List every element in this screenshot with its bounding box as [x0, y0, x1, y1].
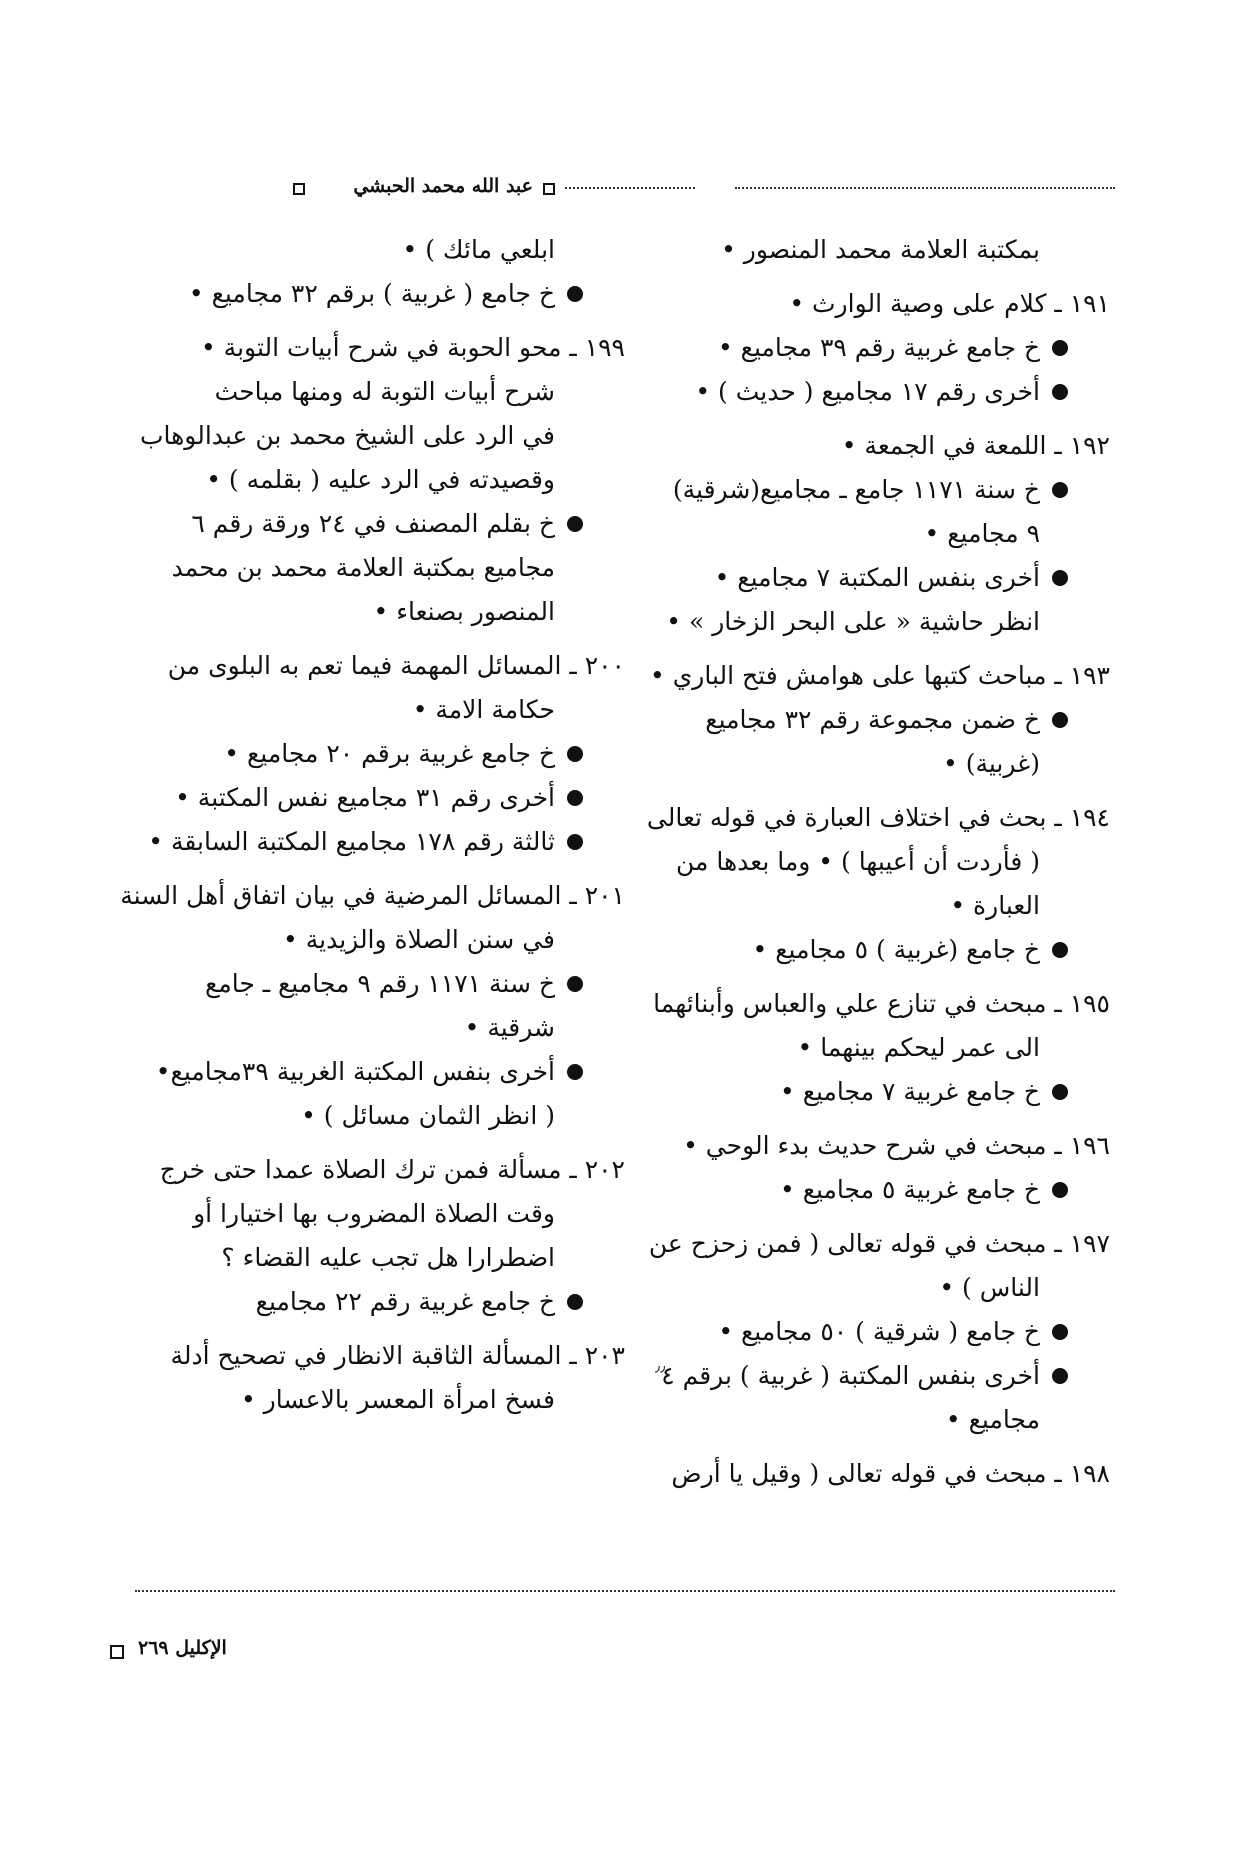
bullet-icon [1052, 482, 1068, 498]
header-dotted-rule-right [735, 187, 1115, 189]
page-number: ٢٦٩ [138, 1637, 169, 1659]
entry-title: المسائل المهمة فيما تعم به البلوى من [167, 651, 562, 680]
holding-line-cont: ٩ مجاميع • [924, 519, 1040, 548]
entry-number: ٢٠٢ [584, 1155, 625, 1184]
holding-text: خ جامع غربية ٧ مجاميع • [780, 1077, 1040, 1106]
catalog-entry [655, 1452, 1110, 1496]
holding-line [655, 370, 1110, 414]
entry-number: ٢٠١ [584, 881, 625, 910]
holding-line [130, 272, 625, 316]
bullet-icon [567, 516, 583, 532]
entry-title: محو الحوبة في شرح أبيات التوبة • [200, 333, 562, 362]
entry-title-line [130, 1334, 625, 1378]
holding-line [655, 698, 1110, 742]
holding-line [130, 1280, 625, 1324]
entry-title-line [655, 982, 1110, 1026]
bullet-icon [1052, 1084, 1068, 1100]
entry-title-line [130, 326, 625, 370]
holding-line [655, 468, 1110, 512]
catalog-entry [650, 654, 1110, 786]
header-dotted-rule-mid [565, 187, 695, 189]
entry-title-cont: وقت الصلاة المضروب بها اختيارا أو [193, 1199, 555, 1228]
holding-line [655, 1310, 1110, 1354]
holding-line-cont: مجاميع • [945, 1405, 1040, 1434]
entry-title-cont: اضطرارا هل تجب عليه القضاء ؟ [221, 1243, 555, 1272]
catalog-entry [655, 282, 1110, 414]
holding-line [655, 1168, 1110, 1212]
bullet-icon [567, 1294, 583, 1310]
carry-over-holdings [130, 272, 625, 316]
carry-over-text: ابلعي مائك ) • [402, 235, 555, 264]
holding-text: خ بقلم المصنف في ٢٤ ورقة رقم ٦ [191, 509, 555, 538]
bullet-icon [1052, 340, 1068, 356]
holding-line-cont: وقصيدته في الرد عليه ( بقلمه ) • [206, 465, 555, 494]
holding-text: خ جامع غربية رقم ٢٢ مجاميع [255, 1287, 555, 1316]
holding-line-cont: في الرد على الشيخ محمد بن عبدالوهاب [139, 421, 555, 450]
entry-title-line [648, 1222, 1110, 1266]
entry-dash: ـ [1046, 661, 1070, 690]
holding-text: خ جامع ( شرقية ) ٥٠ مجاميع • [718, 1317, 1040, 1346]
holding-line-cont: شرقية • [464, 1013, 555, 1042]
catalog-entry [130, 326, 625, 634]
holding-line-cont: المنصور بصنعاء • [373, 597, 555, 626]
entry-dash: ـ [1046, 289, 1070, 318]
holding-text: أخرى رقم ٣١ مجاميع نفس المكتبة • [175, 783, 555, 812]
entry-number: ١٩٥ [1069, 989, 1110, 1018]
entry-title-cont: ( فأردت أن أعيبها ) • وما بعدها من [676, 847, 1040, 876]
entry-dash: ـ [1046, 989, 1070, 1018]
entry-title: مسألة فمن ترك الصلاة عمدا حتى خرج [159, 1155, 562, 1184]
holding-text: أخرى بنفس المكتبة ( غربية ) برقم ٤ [661, 1361, 1040, 1390]
bullet-icon [1052, 942, 1068, 958]
entry-title: مبحث في تنازع علي والعباس وأبنائهما [653, 989, 1047, 1018]
header-box-left [293, 183, 305, 195]
holding-line [655, 928, 1110, 972]
holding-line [130, 732, 625, 776]
entry-title-line [655, 1452, 1110, 1496]
entry-title: مبحث في شرح حديث بدء الوحي • [683, 1131, 1047, 1160]
entry-title-cont: الناس ) • [939, 1273, 1040, 1302]
entry-title-line [646, 796, 1110, 840]
entry-title-cont: الى عمر ليحكم بينهما • [797, 1033, 1040, 1062]
entry-title: مبحث في قوله تعالى ( وقيل يا أرض [671, 1459, 1047, 1488]
running-header [135, 175, 1115, 205]
holding-text: خ جامع ( غربية ) برقم ٣٢ مجاميع • [188, 279, 555, 308]
holding-line [130, 502, 625, 546]
entry-number: ١٩١ [1069, 289, 1110, 318]
bullet-icon [567, 286, 583, 302]
entry-number: ٢٠٣ [584, 1341, 625, 1370]
catalog-entry [655, 1124, 1110, 1212]
holding-line: انظر حاشية « على البحر الزخار » • [666, 607, 1040, 636]
entry-number: ١٩٢ [1069, 431, 1110, 460]
entry-title: مبحث في قوله تعالى ( فمن زحزح عن [648, 1229, 1047, 1258]
entry-dash: ـ [1046, 1229, 1070, 1258]
header-box-right [543, 183, 555, 195]
bullet-icon [1052, 1182, 1068, 1198]
entry-dash: ـ [1046, 1131, 1070, 1160]
entry-title: المسألة الثاقبة الانظار في تصحيح أدلة [170, 1341, 562, 1370]
holding-text: خ جامع غربية برقم ٢٠ مجاميع • [224, 739, 555, 768]
entry-title-cont: العبارة • [950, 891, 1040, 920]
bullet-icon [1052, 1368, 1068, 1384]
entry-title-line [655, 1124, 1110, 1168]
holding-text: خ ضمن مجموعة رقم ٣٢ مجاميع [705, 705, 1040, 734]
bullet-icon [567, 976, 583, 992]
holding-line: شرح أبيات التوبة له ومنها مباحث [214, 377, 555, 406]
entry-number: ١٩٤ [1069, 803, 1110, 832]
entry-title-cont: حكامة الامة • [412, 695, 555, 724]
holding-line [655, 326, 1110, 370]
holding-line [130, 776, 625, 820]
catalog-entry [130, 644, 625, 864]
carry-over-text: بمكتبة العلامة محمد المنصور • [721, 235, 1040, 264]
entry-dash: ـ [1046, 1459, 1070, 1488]
holding-text: خ سنة ١١٧١ رقم ٩ مجاميع ـ جامع [205, 969, 555, 998]
entry-dash: ـ [561, 1155, 585, 1184]
entry-title-cont: في سنن الصلاة والزيدية • [283, 925, 555, 954]
entry-dash: ـ [561, 333, 585, 362]
holding-line-cont: (غربية) • [943, 749, 1040, 778]
holding-line [655, 1070, 1110, 1114]
bullet-icon [567, 1064, 583, 1080]
bullet-icon [1052, 570, 1068, 586]
entry-title-cont: فسخ امرأة المعسر بالاعسار • [240, 1385, 555, 1414]
entry-title-line [120, 874, 625, 918]
running-title: عبد الله محمد الحبشي [353, 175, 533, 197]
holding-line-cont: ( انظر الثمان مسائل ) • [301, 1101, 555, 1130]
entry-dash: ـ [1046, 803, 1070, 832]
entry-dash: ـ [561, 881, 585, 910]
holding-text: خ سنة ١١٧١ جامع ـ مجاميع(شرقية) [672, 475, 1040, 504]
entry-title: مباحث كتبها على هوامش فتح الباري • [650, 661, 1047, 690]
bullet-icon [1052, 1324, 1068, 1340]
footer-box [110, 1645, 124, 1659]
entry-title: كلام على وصية الوارث • [789, 289, 1047, 318]
holding-line [130, 820, 625, 864]
bullet-icon [567, 746, 583, 762]
catalog-entry [655, 982, 1110, 1114]
holding-line [130, 962, 625, 1006]
journal-name: الإكليل [175, 1637, 227, 1659]
catalog-entry [646, 796, 1110, 972]
catalog-entry [648, 1222, 1110, 1442]
holding-line [655, 1354, 1110, 1398]
marginal-mark: ٫٫ [655, 1356, 666, 1375]
bullet-icon [1052, 384, 1068, 400]
bullet-icon [567, 790, 583, 806]
catalog-entry [655, 424, 1110, 644]
right-column [646, 228, 1110, 1506]
entry-number: ١٩٩ [584, 333, 625, 362]
entry-title: بحث في اختلاف العبارة في قوله تعالى [646, 803, 1047, 832]
holding-line-cont: مجاميع بمكتبة العلامة محمد بن محمد [171, 553, 555, 582]
entry-title-line [655, 282, 1110, 326]
entry-number: ٢٠٠ [584, 651, 625, 680]
holding-text: أخرى بنفس المكتبة ٧ مجاميع • [714, 563, 1040, 592]
entry-title-line [650, 654, 1110, 698]
holding-text: خ جامع غربية رقم ٣٩ مجاميع • [717, 333, 1040, 362]
holding-line [130, 1050, 625, 1094]
holding-text: خ جامع غربية ٥ مجاميع • [780, 1175, 1040, 1204]
footer-text [138, 1637, 227, 1659]
catalog-entry [130, 1148, 625, 1324]
bullet-icon [1052, 712, 1068, 728]
entry-dash: ـ [561, 1341, 585, 1370]
holding-line [655, 556, 1110, 600]
left-column [120, 228, 625, 1432]
entry-title: اللمعة في الجمعة • [841, 431, 1047, 460]
holding-text: خ جامع (غربية ) ٥ مجاميع • [752, 935, 1040, 964]
entry-title: المسائل المرضية في بيان اتفاق أهل السنة [120, 881, 562, 910]
entry-dash: ـ [561, 651, 585, 680]
entry-number: ١٩٦ [1069, 1131, 1110, 1160]
catalog-entry [130, 1334, 625, 1422]
entry-title-line [130, 644, 625, 688]
entry-title-line [655, 424, 1110, 468]
footer-dotted-rule [135, 1590, 1115, 1592]
catalog-entry [120, 874, 625, 1138]
entry-dash: ـ [1046, 431, 1070, 460]
entry-number: ١٩٨ [1069, 1459, 1110, 1488]
holding-text: أخرى رقم ١٧ مجاميع ( حديث ) • [695, 377, 1040, 406]
holding-text: أخرى بنفس المكتبة الغربية ٣٩مجاميع• [155, 1057, 555, 1086]
entry-title-line [130, 1148, 625, 1192]
bullet-icon [567, 834, 583, 850]
entry-number: ١٩٧ [1069, 1229, 1110, 1258]
holding-text: ثالثة رقم ١٧٨ مجاميع المكتبة السابقة • [148, 827, 555, 856]
entry-number: ١٩٣ [1069, 661, 1110, 690]
